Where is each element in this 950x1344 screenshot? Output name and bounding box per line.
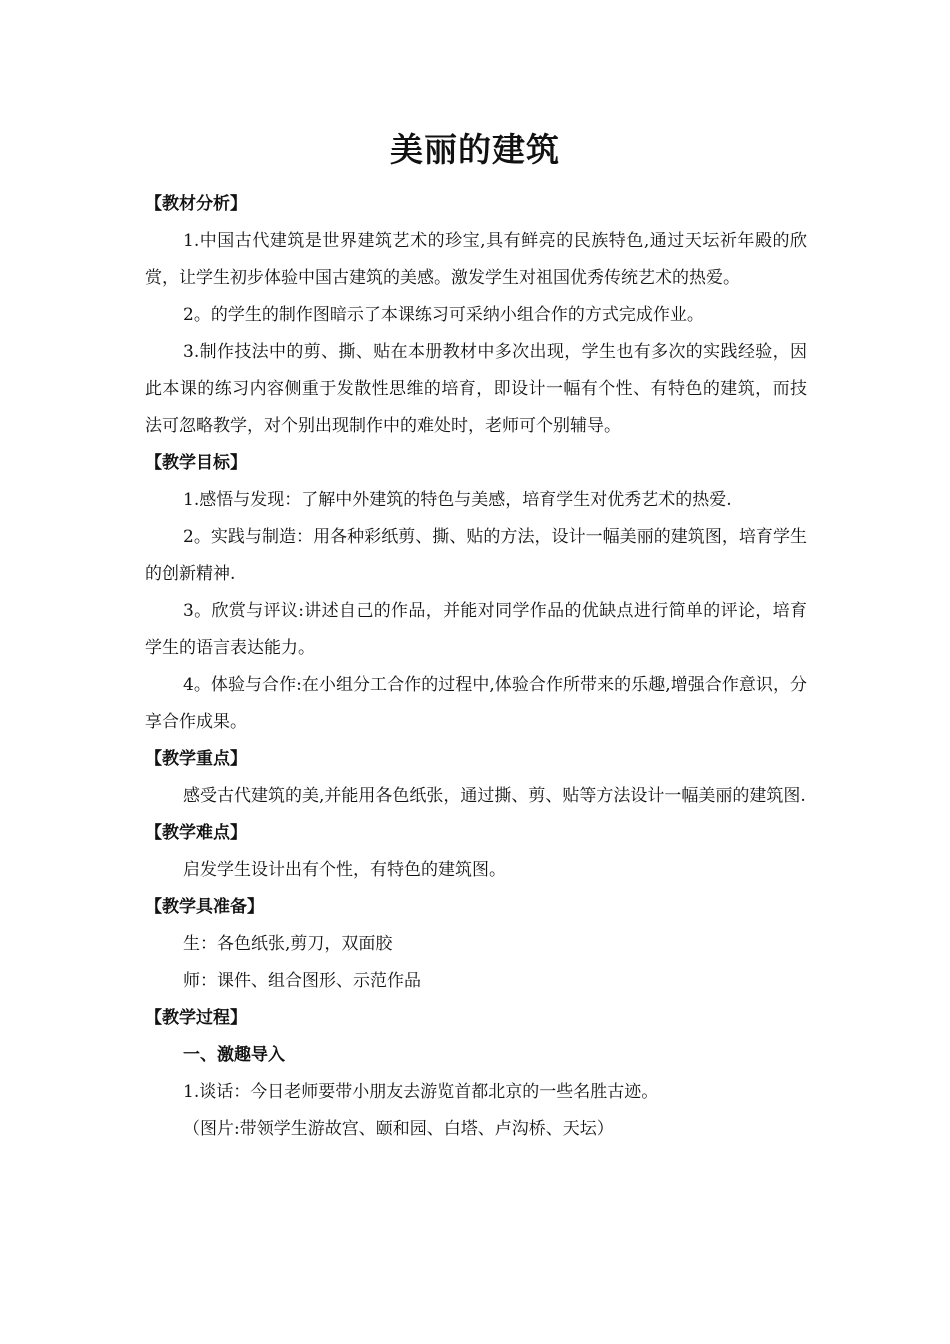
paragraph: 3。欣赏与评议:讲述自己的作品，并能对同学作品的优缺点进行简单的评论，培育学生的语言表达能力。 <box>145 601 807 658</box>
section-heading-difficulties: 【教学难点】 <box>145 823 247 843</box>
paragraph: 2。的学生的制作图暗示了本课练习可采纳小组合作的方式完成作业。 <box>183 305 704 325</box>
paragraph: （图片:带领学生游故宫、颐和园、白塔、卢沟桥、天坛） <box>183 1119 614 1139</box>
paragraph: 启发学生设计出有个性，有特色的建筑图。 <box>183 860 506 880</box>
paragraph: 1.谈话：今日老师要带小朋友去游览首都北京的一些名胜古迹。 <box>183 1082 659 1102</box>
document-body <box>145 186 807 1148</box>
paragraph: 1.感悟与发现：了解中外建筑的特色与美感，培育学生对优秀艺术的热爱. <box>183 490 732 510</box>
section-heading-process: 【教学过程】 <box>145 1008 247 1028</box>
paragraph: 2。实践与制造：用各种彩纸剪、撕、贴的方法，设计一幅美丽的建筑图，培育学生的创新精神. <box>145 527 807 584</box>
subsection-heading: 一、激趣导入 <box>183 1045 285 1065</box>
page-title: 美丽的建筑 <box>390 130 560 169</box>
section-heading-goals: 【教学目标】 <box>145 453 247 473</box>
section-heading-analysis: 【教材分析】 <box>145 194 247 214</box>
paragraph: 感受古代建筑的美,并能用各色纸张，通过撕、剪、贴等方法设计一幅美丽的建筑图. <box>183 786 806 806</box>
paragraph: 1.中国古代建筑是世界建筑艺术的珍宝,具有鲜亮的民族特色,通过天坛祈年殿的欣赏，让学生初步体验中国古建筑的美感。激发学生对祖国优秀传统艺术的热爱。 <box>145 231 807 288</box>
paragraph: 4。体验与合作:在小组分工合作的过程中,体验合作所带来的乐趣,增强合作意识，分享合作成果。 <box>145 675 807 732</box>
paragraph: 3.制作技法中的剪、撕、贴在本册教材中多次出现，学生也有多次的实践经验，因此本课的练习内容侧重于发散性思维的培育，即设计一幅有个性、有特色的建筑，而技法可忽略教学，对个别出现制作中的难处时，老师可个别辅导。 <box>145 342 807 436</box>
paragraph: 生：各色纸张,剪刀，双面胶 <box>183 934 393 954</box>
section-heading-key-points: 【教学重点】 <box>145 749 247 769</box>
section-heading-materials: 【教学具准备】 <box>145 897 264 917</box>
paragraph: 师：课件、组合图形、示范作品 <box>183 971 421 991</box>
